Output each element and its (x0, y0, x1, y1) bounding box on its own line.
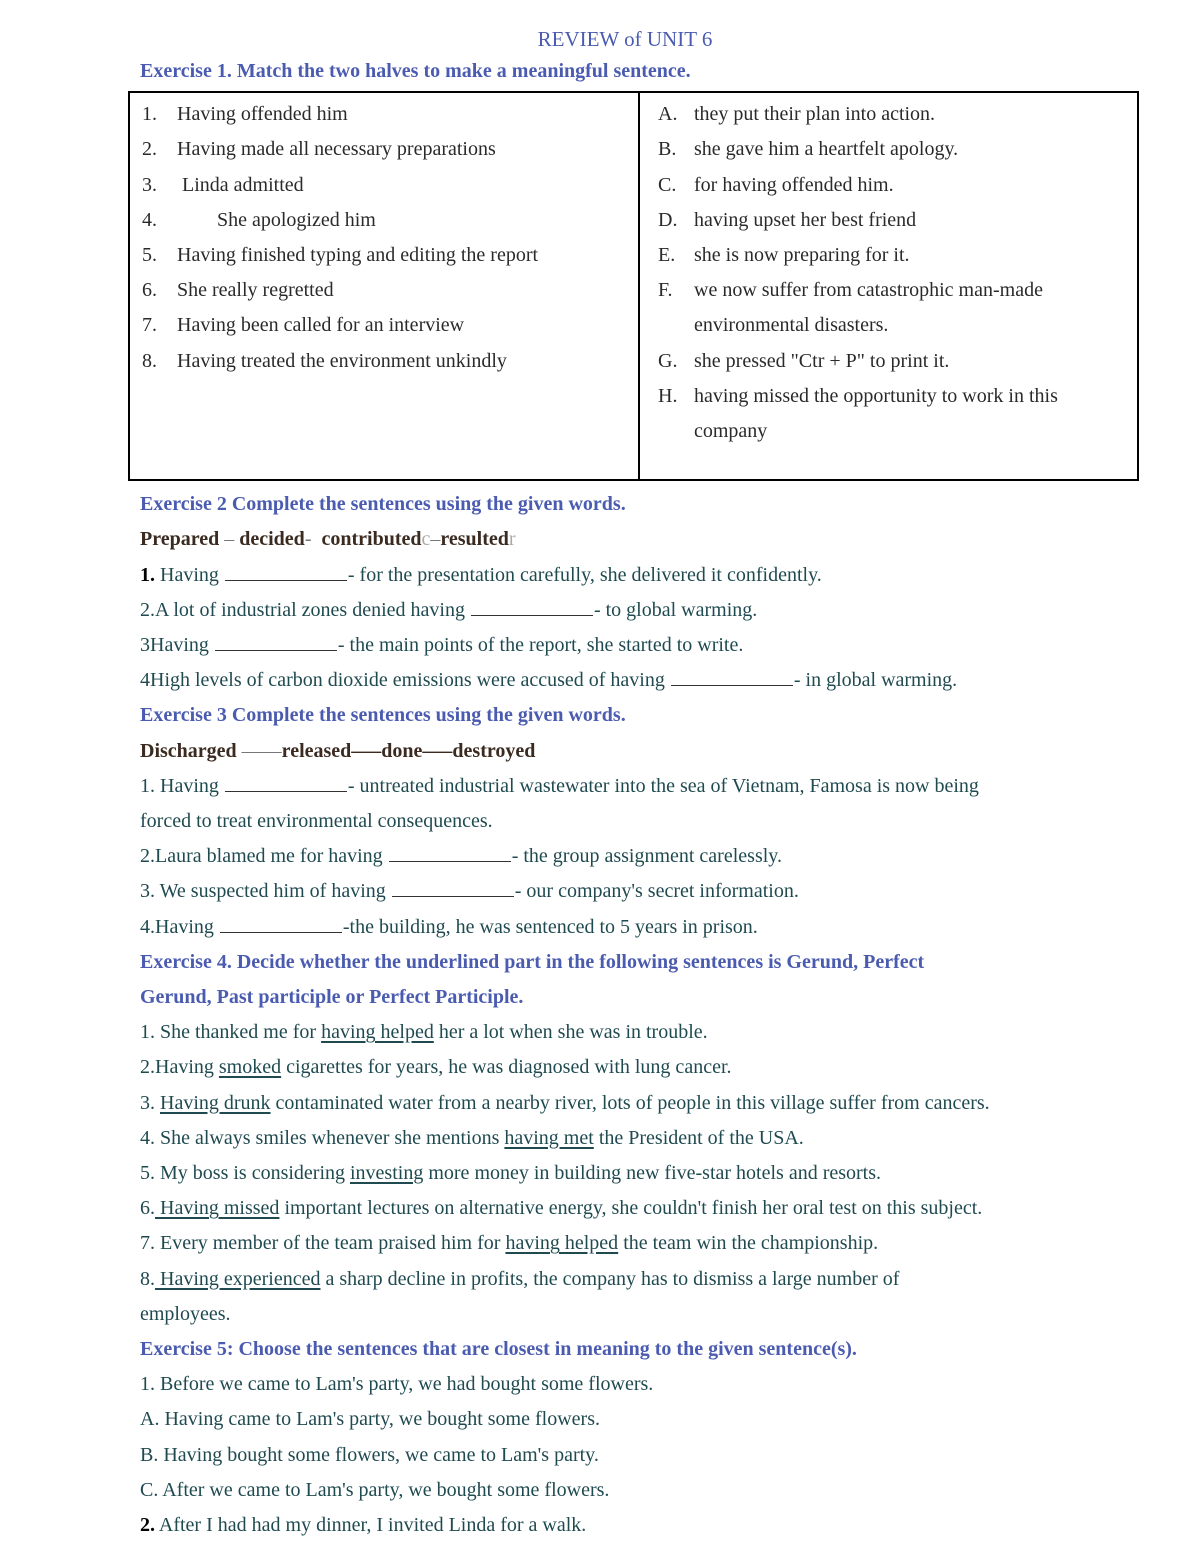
item-text: Having (155, 563, 224, 586)
item-text: we now suffer from catastrophic man-made environmental disasters. (694, 279, 1043, 337)
item-text: 7. Every member of the team praised him for (140, 1232, 506, 1255)
item-text: Having treated the environment unkindly (177, 349, 507, 372)
item-text: she gave him a heartfelt apology. (694, 138, 959, 161)
item-letter: A. (658, 103, 678, 126)
exercise-5-line: 1. Before we came to Lam's party, we had bought some flowers. (140, 1373, 654, 1396)
item-text: 1. She thanked me for (140, 1021, 322, 1044)
match-left-item (130, 97, 638, 132)
exercise-1-heading: Exercise 1. Match the two halves to make a meaningful sentence. (140, 60, 691, 82)
underlined-phrase: Having drunk (160, 1091, 271, 1114)
matching-left-column (129, 92, 639, 480)
answer-blank (225, 564, 347, 581)
item-text: - our company's secret information. (514, 880, 799, 903)
item-number: 8. (142, 349, 157, 372)
item-text: - to global warming. (593, 598, 758, 621)
item-text: Having been called for an interview (177, 314, 465, 337)
matching-right-column (639, 92, 1138, 480)
exercise-4-item (140, 1156, 1140, 1191)
underlined-phrase: smoked (218, 1056, 282, 1079)
item-text: - for the presentation carefully, she delivered it confidently. (347, 563, 822, 586)
item-text: 2.Laura blamed me for having (140, 845, 388, 868)
underlined-phrase: having helped (321, 1021, 434, 1044)
item-text: a sharp decline in profits, the company has to dismiss a large number of (320, 1267, 900, 1290)
item-text: - the main points of the report, she started to write. (337, 634, 744, 657)
match-left-item (130, 273, 638, 308)
item-number: 2. (142, 138, 157, 161)
match-right-item (640, 344, 1137, 379)
match-left-item (130, 203, 638, 238)
match-right-item (640, 203, 1137, 238)
item-letter: B. (658, 138, 677, 161)
item-text: - in global warming. (793, 669, 958, 692)
item-text: important lectures on alternative energy, she couldn't finish her oral test on this subject. (279, 1197, 983, 1220)
match-right-item (640, 97, 1137, 132)
match-right-item (640, 132, 1137, 167)
exercise-3-item (140, 769, 1140, 804)
item-number: 1. (142, 103, 157, 126)
item-text: contaminated water from a nearby river, lots of people in this village suffer from cancers. (270, 1091, 990, 1114)
item-text: 3. We suspected him of having (140, 880, 391, 903)
exercise-2-word-bank: Prepared – decided- contributedc–resultedr (140, 528, 516, 551)
item-text: Having finished typing and editing the report (177, 244, 539, 267)
exercise-4-item (140, 1226, 1140, 1261)
match-right-item (640, 238, 1137, 273)
item-text: the President of the USA. (593, 1126, 804, 1149)
exercise-4-item (140, 1191, 1140, 1226)
item-number: 6. (142, 279, 157, 302)
exercise-4-item (140, 1015, 1140, 1050)
underlined-phrase: investing (350, 1162, 424, 1185)
underlined-phrase: Having missed (155, 1197, 280, 1220)
exercise-2-item (140, 628, 1140, 663)
item-number: 7. (142, 314, 157, 337)
item-text: 4. She always smiles whenever she mentions (140, 1126, 505, 1149)
exercise-3-heading: Exercise 3 Complete the sentences using the given words. (140, 704, 626, 727)
item-text: cigarettes for years, he was diagnosed with lung cancer. (281, 1056, 732, 1079)
match-right-item (640, 168, 1137, 203)
item-letter: H. (658, 384, 678, 407)
item-text: 4.Having (140, 915, 219, 938)
exercise-4-item (140, 1297, 1140, 1332)
answer-blank (671, 669, 793, 686)
item-text: Linda admitted (177, 173, 304, 196)
exercise-4-item (140, 1050, 1140, 1085)
item-letter: G. (658, 349, 678, 372)
item-text: having missed the opportunity to work in this company (694, 384, 1058, 443)
answer-blank (225, 775, 347, 792)
exercise-2-heading: Exercise 2 Complete the sentences using the given words. (140, 493, 626, 516)
item-text: - untreated industrial wastewater into the sea of Vietnam, Famosa is now being (347, 774, 979, 797)
item-text: forced to treat environmental consequences. (140, 810, 493, 833)
item-text: She really regretted (177, 279, 334, 302)
item-number: 5. (142, 244, 157, 267)
exercise-4-item (140, 1262, 1140, 1297)
underlined-phrase: having met (504, 1126, 594, 1149)
exercise-5-line: C. After we came to Lam's party, we bought some flowers. (140, 1478, 610, 1501)
exercise-5-item: 2. After I had had my dinner, I invited Linda for a walk. (140, 1514, 587, 1537)
worksheet-page (140, 22, 1140, 1543)
item-number: 1. (140, 563, 155, 586)
answer-blank (392, 880, 514, 897)
matching-table (128, 91, 1139, 481)
answer-blank (220, 916, 342, 933)
item-text: 4High levels of carbon dioxide emissions were accused of having (140, 669, 670, 692)
match-left-item (130, 238, 638, 273)
item-text: Having offended him (177, 103, 348, 126)
item-text: employees. (140, 1302, 231, 1325)
item-text: Having made all necessary preparations (177, 138, 496, 161)
exercise-3-word-bank: Discharged ––––released–––done–––destroyed (140, 739, 536, 762)
exercise-5-heading: Exercise 5: Choose the sentences that are closest in meaning to the given sentence(s). (140, 1338, 857, 1361)
item-text: 2.Having (140, 1056, 219, 1079)
answer-blank (215, 634, 337, 651)
item-text: the team win the championship. (618, 1232, 879, 1255)
match-right-item (640, 379, 1137, 449)
answer-blank (389, 845, 511, 862)
answer-blank (471, 599, 593, 616)
exercise-5-line: A. Having came to Lam's party, we bought some flowers. (140, 1408, 600, 1431)
item-letter: C. (658, 173, 677, 196)
exercise-2-item (140, 593, 1140, 628)
item-text: -the building, he was sentenced to 5 years in prison. (342, 915, 758, 938)
item-text: 2.A lot of industrial zones denied having (140, 598, 470, 621)
item-text: they put their plan into action. (694, 103, 936, 126)
page-title: REVIEW of UNIT 6 (537, 27, 713, 51)
item-letter: E. (658, 244, 676, 267)
underlined-phrase: Having experienced (155, 1267, 321, 1290)
match-left-item (130, 344, 638, 379)
exercise-2-item (140, 558, 1140, 593)
item-text: 1. Having (140, 774, 224, 797)
underlined-phrase: having helped (505, 1232, 619, 1255)
item-letter: D. (658, 208, 678, 231)
item-text: 6. (140, 1197, 155, 1220)
item-text: her a lot when she was in trouble. (433, 1021, 708, 1044)
item-text: she is now preparing for it. (694, 244, 910, 267)
item-text: 8. (140, 1267, 155, 1290)
exercise-4-item (140, 1086, 1140, 1121)
match-left-item (130, 168, 638, 203)
item-text: - the group assignment carelessly. (511, 845, 782, 868)
exercise-4-heading: Exercise 4. Decide whether the underlined part in the following sentences is Gerund, Perfect (140, 950, 925, 973)
item-text: more money in building new five-star hotels and resorts. (423, 1162, 882, 1185)
exercise-3-item (140, 804, 1140, 839)
item-number: 4. (142, 208, 157, 231)
item-text: for having offended him. (694, 173, 894, 196)
match-left-item (130, 132, 638, 167)
exercise-2-item (140, 663, 1140, 698)
match-left-item (130, 308, 638, 343)
item-text: she pressed "Ctr + P" to print it. (694, 349, 950, 372)
item-text: 3. (140, 1091, 160, 1114)
match-right-item (640, 273, 1137, 343)
item-text: having upset her best friend (694, 208, 917, 231)
item-text: 3Having (140, 634, 214, 657)
exercise-4-item (140, 1121, 1140, 1156)
item-text: She apologized him (177, 208, 376, 231)
item-number: 3. (142, 173, 157, 196)
item-letter: F. (658, 279, 673, 302)
exercise-3-item (140, 910, 1140, 945)
item-text: 5. My boss is considering (140, 1162, 350, 1185)
exercise-3-item (140, 874, 1140, 909)
exercise-4-heading-cont: Gerund, Past participle or Perfect Participle. (140, 986, 524, 1009)
exercise-5-line: B. Having bought some flowers, we came to Lam's party. (140, 1443, 599, 1466)
exercise-3-item (140, 839, 1140, 874)
